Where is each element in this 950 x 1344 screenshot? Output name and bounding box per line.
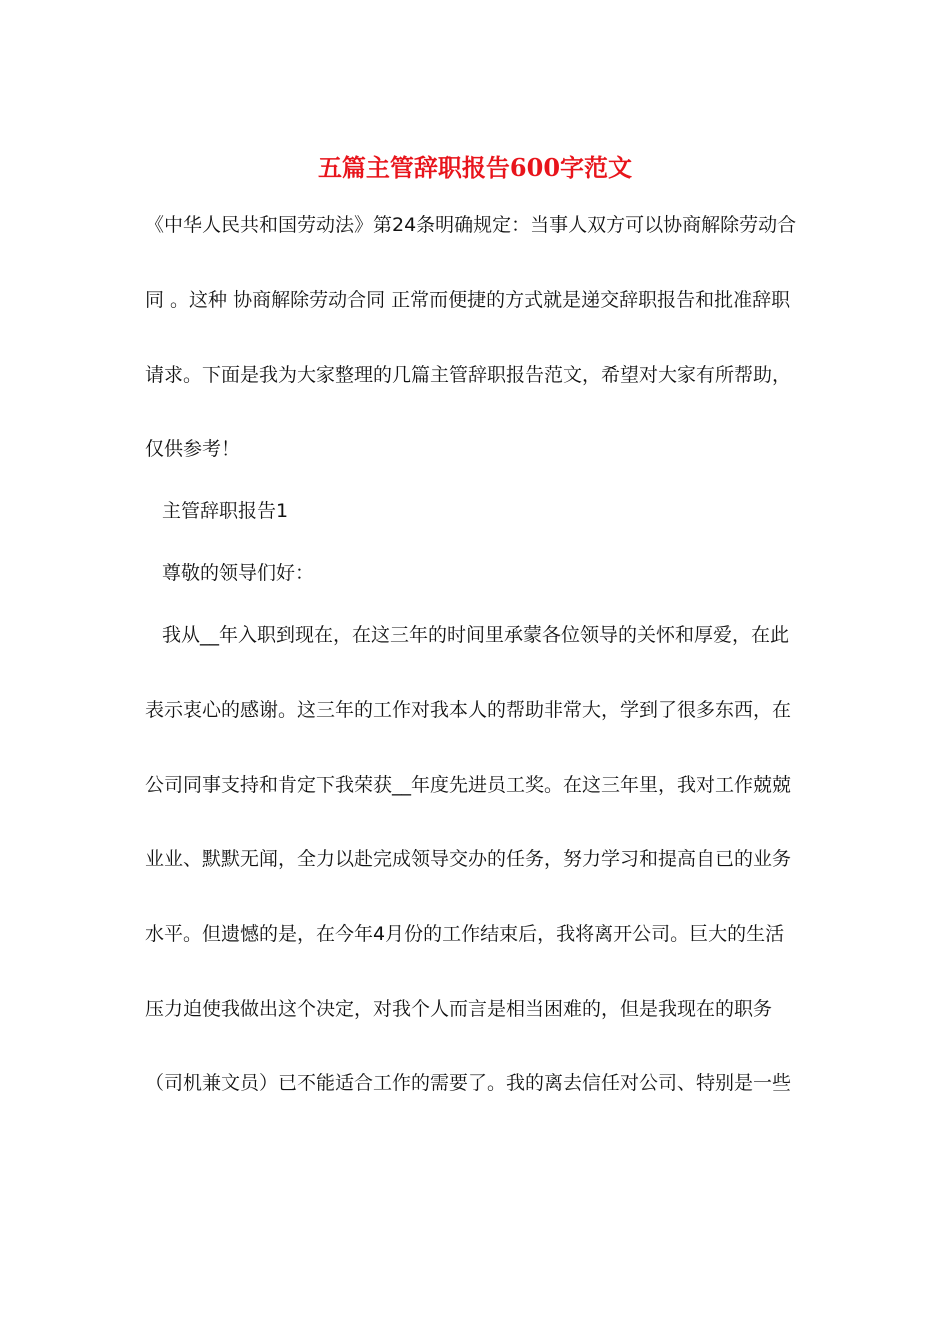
intro-line-2: 同 。这种 协商解除劳动合同 正常而便捷的方式就是递交辞职报告和批准辞职 <box>145 289 791 311</box>
intro-line-1: 《中华人民共和国劳动法》第24条明确规定：当事人双方可以协商解除劳动合 <box>145 214 797 236</box>
body-line-4: 业业、默默无闻，全力以赴完成领导交办的任务，努力学习和提高自已的业务 <box>145 848 792 870</box>
intro-line-3: 请求。下面是我为大家整理的几篇主管辞职报告范文，希望对大家有所帮助， <box>145 364 792 386</box>
intro-line-4: 仅供参考！ <box>145 438 241 460</box>
body-line-1: 我从__年入职到现在，在这三年的时间里承蒙各位领导的关怀和厚爱，在此 <box>162 624 790 646</box>
document-title: 五篇主管辞职报告600字范文 <box>317 153 633 182</box>
body-line-3: 公司同事支持和肯定下我荣获__年度先进员工奖。在这三年里，我对工作兢兢 <box>145 774 792 796</box>
body-line-6: 压力迫使我做出这个决定，对我个人而言是相当困难的，但是我现在的职务 <box>145 998 773 1020</box>
section-heading: 主管辞职报告1 <box>162 500 289 522</box>
body-line-7: （司机兼文员）已不能适合工作的需要了。我的离去信任对公司、特别是一些 <box>145 1072 792 1094</box>
salutation: 尊敬的领导们好： <box>162 562 315 584</box>
body-line-2: 表示衷心的感谢。这三年的工作对我本人的帮助非常大，学到了很多东西，在 <box>145 699 792 721</box>
body-line-5: 水平。但遗憾的是，在今年4月份的工作结束后，我将离开公司。巨大的生活 <box>145 923 785 945</box>
